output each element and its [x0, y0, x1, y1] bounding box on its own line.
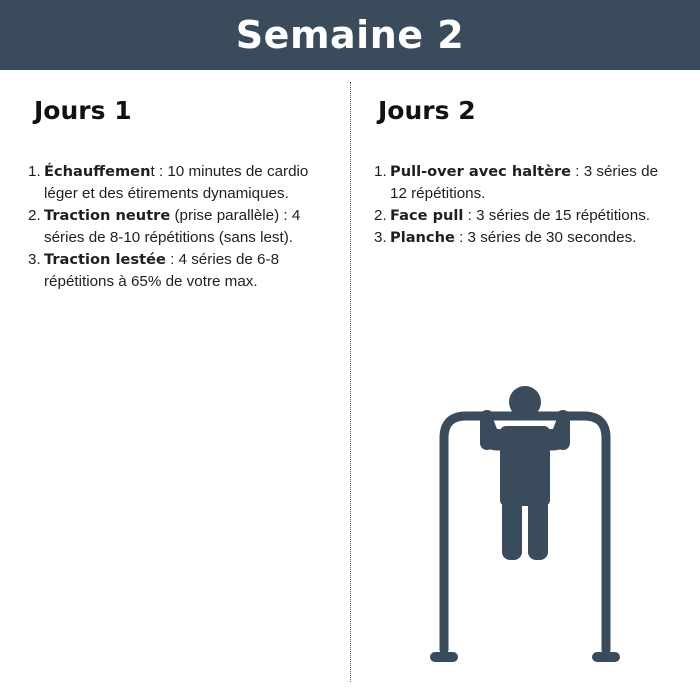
item-number: 3. [28, 251, 41, 268]
exercise-name: Échauffemen [44, 163, 151, 180]
item-number: 2. [374, 207, 387, 224]
list-item [28, 249, 342, 293]
exercise-detail: : 3 séries de 15 répétitions. [463, 207, 651, 224]
day1-title: Jours 1 [34, 96, 132, 125]
item-number: 2. [28, 207, 41, 224]
exercise-name: Pull-over avec haltère [390, 163, 572, 180]
day2-column [374, 96, 678, 249]
list-item [28, 161, 342, 205]
exercise-name: Planche [390, 229, 455, 246]
list-item [374, 205, 678, 227]
column-divider [350, 82, 351, 682]
exercise-name: Traction neutre [44, 207, 171, 224]
item-number: 1. [28, 163, 41, 180]
day1-list [28, 161, 342, 293]
day1-column [28, 96, 342, 293]
exercise-detail: t : 10 minutes de cardio léger et des étirements dynamiques. [44, 163, 309, 202]
list-item [374, 161, 678, 205]
exercise-name: Traction lestée [44, 251, 166, 268]
item-number: 3. [374, 229, 387, 246]
page-title: Semaine 2 [235, 13, 465, 57]
item-number: 1. [374, 163, 387, 180]
pull-up-figure-icon [430, 380, 620, 665]
list-item [374, 227, 678, 249]
exercise-detail: : 3 séries de 12 répétitions. [390, 163, 659, 202]
list-item [28, 205, 342, 249]
day2-title: Jours 2 [378, 96, 476, 125]
day2-list [374, 161, 678, 249]
exercise-detail: : 4 séries de 6-8 répétitions à 65% de votre max. [44, 251, 280, 290]
header-banner [0, 0, 700, 70]
exercise-detail: : 3 séries de 30 secondes. [454, 229, 637, 246]
exercise-name: Face pull [390, 207, 464, 224]
exercise-detail: (prise parallèle) : 4 séries de 8-10 répétitions (sans lest). [44, 207, 301, 246]
